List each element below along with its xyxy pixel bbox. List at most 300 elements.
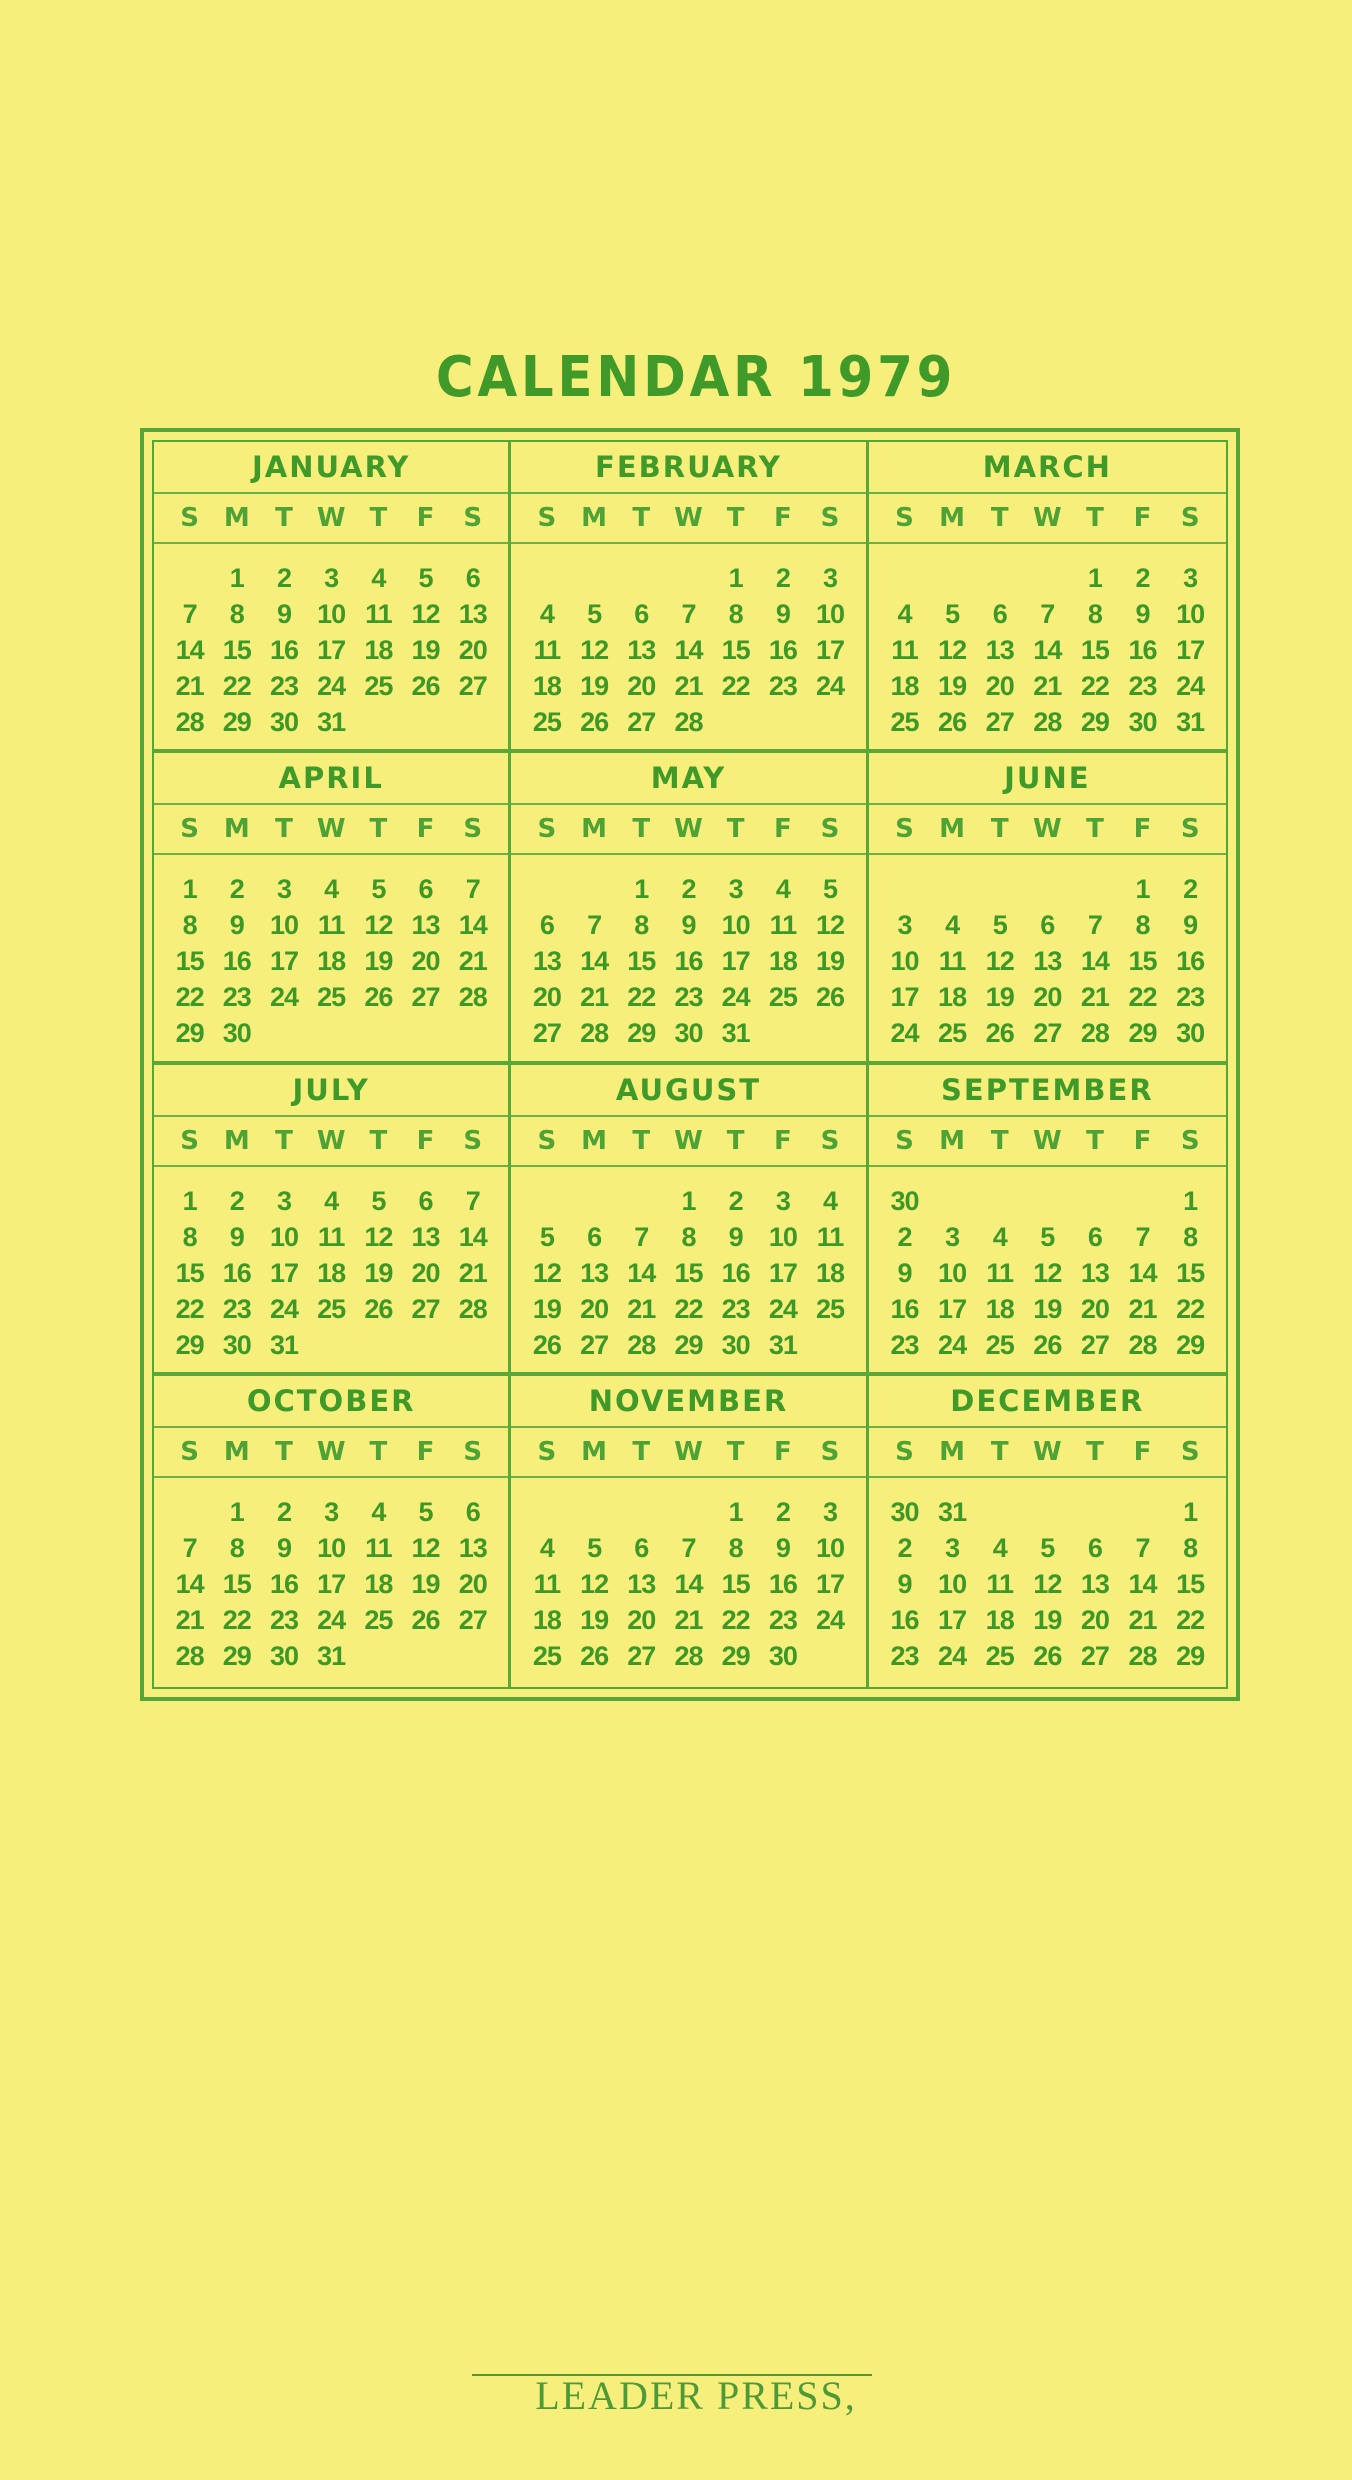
day-number: 23 [768, 671, 797, 701]
day-number: 10 [938, 1257, 967, 1288]
day-number: 5 [1040, 1532, 1055, 1563]
day-number: 12 [1033, 1568, 1062, 1599]
day-number: 17 [816, 635, 845, 665]
day-number: 31 [269, 1329, 298, 1360]
day-number: 8 [229, 599, 244, 629]
day-number: 6 [634, 599, 649, 629]
day-number: 20 [458, 635, 487, 665]
weekday-header: S [537, 503, 557, 533]
day-number: 8 [728, 1532, 743, 1563]
day-number: 30 [1128, 707, 1157, 737]
day-number: 13 [532, 946, 561, 977]
day-number: 14 [1033, 635, 1062, 665]
month-block-april [154, 753, 511, 1064]
day-number: 31 [768, 1329, 797, 1360]
month-block-may [511, 753, 868, 1064]
weekday-header: S [895, 503, 914, 533]
day-number: 2 [775, 1496, 790, 1527]
day-number: 3 [897, 910, 912, 941]
day-number: 29 [1176, 1640, 1205, 1671]
weekday-header: T [275, 1125, 293, 1156]
day-number: 21 [1080, 982, 1109, 1013]
weekday-header: W [674, 814, 703, 845]
weekday-header: W [674, 1436, 703, 1467]
weekday-header: T [990, 814, 1009, 845]
weekday-header: W [316, 503, 346, 533]
day-number: 11 [986, 1568, 1013, 1599]
day-grid [511, 1478, 865, 1687]
day-number: 14 [175, 635, 204, 665]
day-number: 22 [175, 1293, 204, 1324]
day-grid [154, 1167, 508, 1372]
empty-day-cell [1071, 871, 1119, 907]
day-number: 1 [1087, 563, 1102, 593]
day-number: 8 [1183, 1532, 1198, 1563]
day-number: 9 [897, 1257, 912, 1288]
day-number: 8 [1183, 1221, 1198, 1252]
day-number: 27 [1080, 1329, 1109, 1360]
day-number: 23 [222, 982, 251, 1013]
day-number: 25 [816, 1293, 845, 1324]
day-number: 1 [728, 563, 743, 593]
day-number: 17 [938, 1293, 967, 1324]
weekday-header: T [1086, 503, 1104, 533]
day-number: 3 [775, 1185, 790, 1216]
day-number: 7 [634, 1221, 649, 1252]
day-number: 21 [1128, 1604, 1157, 1635]
day-number: 27 [458, 671, 487, 701]
day-number: 23 [269, 1604, 298, 1635]
day-number: 9 [1183, 910, 1198, 941]
weekday-header: W [1032, 1436, 1062, 1467]
day-number: 28 [458, 982, 487, 1013]
day-number: 7 [681, 599, 696, 629]
day-number: 23 [222, 1293, 251, 1324]
day-number: 5 [371, 1185, 386, 1216]
calendar-frame [140, 428, 1240, 1701]
day-number: 20 [1080, 1293, 1109, 1324]
weekday-header: T [632, 1436, 651, 1467]
day-number: 3 [1183, 563, 1198, 593]
day-number: 15 [222, 635, 251, 665]
day-number: 12 [985, 946, 1014, 977]
day-number: 13 [411, 1221, 440, 1252]
day-number: 1 [229, 1496, 244, 1527]
day-number: 18 [364, 635, 393, 665]
day-number: 8 [182, 910, 197, 941]
day-number: 12 [580, 1568, 609, 1599]
day-number: 17 [721, 946, 750, 977]
empty-day-cell [571, 560, 618, 596]
day-number: 22 [1176, 1293, 1205, 1324]
day-number: 1 [1135, 874, 1150, 905]
day-number: 27 [411, 1293, 440, 1324]
day-number: 1 [728, 1496, 743, 1527]
day-number: 25 [985, 1640, 1014, 1671]
day-number: 3 [823, 1496, 838, 1527]
day-number: 28 [458, 1293, 487, 1324]
day-number: 12 [411, 1532, 440, 1563]
day-number: 11 [816, 1221, 844, 1252]
day-number: 22 [627, 982, 656, 1013]
day-number: 13 [1033, 946, 1062, 977]
day-number: 16 [768, 635, 797, 665]
day-number: 29 [175, 1329, 204, 1360]
day-number: 12 [938, 635, 967, 665]
day-number: 28 [674, 707, 703, 737]
weekday-header: S [820, 814, 840, 845]
day-number: 4 [897, 599, 912, 629]
day-number: 28 [175, 707, 204, 737]
day-number: 10 [816, 1532, 845, 1563]
day-number: 22 [721, 1604, 750, 1635]
day-number: 18 [768, 946, 797, 977]
day-number: 18 [890, 671, 919, 701]
weekday-header: S [537, 814, 557, 845]
day-number: 22 [1128, 982, 1157, 1013]
day-number: 14 [175, 1568, 204, 1599]
day-number: 31 [317, 1640, 346, 1671]
weekday-header: W [674, 503, 703, 533]
month-block-march [869, 442, 1226, 753]
weekday-header: T [990, 1125, 1009, 1156]
weekday-header: S [537, 1125, 557, 1156]
weekday-header-row [511, 494, 865, 544]
day-number: 6 [1040, 910, 1055, 941]
day-number: 3 [945, 1532, 960, 1563]
day-number: 12 [1033, 1257, 1062, 1288]
weekday-header: T [369, 1125, 388, 1156]
weekday-header: S [537, 1436, 557, 1467]
day-number: 20 [411, 1257, 440, 1288]
day-number: 29 [222, 707, 251, 737]
day-number: 22 [1176, 1604, 1205, 1635]
day-number: 5 [539, 1221, 554, 1252]
weekday-header: S [180, 1125, 199, 1156]
day-number: 23 [1128, 671, 1157, 701]
day-number: 22 [175, 982, 204, 1013]
day-number: 20 [532, 982, 561, 1013]
day-number: 15 [721, 1568, 750, 1599]
day-number: 16 [1176, 946, 1205, 977]
weekday-header: S [180, 814, 199, 845]
day-number: 29 [222, 1640, 251, 1671]
weekday-header: S [1180, 1125, 1200, 1156]
weekday-header: F [416, 503, 435, 533]
weekday-header: M [223, 1125, 250, 1156]
day-number: 26 [938, 707, 967, 737]
day-number: 23 [890, 1329, 919, 1360]
day-number: 26 [411, 1604, 440, 1635]
day-number: 30 [222, 1018, 251, 1049]
day-number: 4 [539, 1532, 554, 1563]
month-block-september [869, 1065, 1226, 1376]
weekday-header: T [726, 1125, 745, 1156]
month-name: MARCH [869, 442, 1226, 494]
day-number: 1 [182, 1185, 197, 1216]
weekday-header: S [180, 1436, 199, 1467]
day-number: 1 [229, 563, 244, 593]
day-number: 23 [890, 1640, 919, 1671]
weekday-header: T [1086, 814, 1104, 845]
day-number: 11 [317, 1221, 345, 1252]
empty-day-cell [976, 871, 1024, 907]
day-number: 4 [945, 910, 960, 941]
empty-day-cell [523, 1183, 570, 1219]
day-number: 29 [721, 1640, 750, 1671]
empty-day-cell [976, 1183, 1024, 1219]
day-number: 7 [1135, 1221, 1150, 1252]
weekday-header: S [820, 1125, 840, 1156]
day-number: 26 [580, 1640, 609, 1671]
day-number: 8 [229, 1532, 244, 1563]
day-number: 5 [418, 1496, 433, 1527]
day-grid [511, 855, 865, 1060]
day-number: 19 [580, 1604, 609, 1635]
day-number: 6 [992, 599, 1007, 629]
empty-day-cell [166, 560, 213, 596]
day-number: 27 [627, 707, 656, 737]
month-name: JULY [154, 1065, 508, 1117]
empty-day-cell [665, 560, 712, 596]
weekday-header: S [1180, 1436, 1200, 1467]
day-number: 20 [411, 946, 440, 977]
day-number: 22 [1080, 671, 1109, 701]
day-grid [154, 544, 508, 749]
day-number: 10 [269, 910, 298, 941]
day-number: 25 [532, 1640, 561, 1671]
empty-day-cell [618, 1494, 665, 1530]
day-number: 31 [1176, 707, 1205, 737]
day-grid [869, 855, 1226, 1060]
day-number: 6 [1087, 1532, 1102, 1563]
day-number: 1 [182, 874, 197, 905]
day-number: 2 [728, 1185, 743, 1216]
day-number: 2 [229, 1185, 244, 1216]
month-name: AUGUST [511, 1065, 865, 1117]
day-number: 6 [465, 1496, 480, 1527]
day-number: 10 [768, 1221, 797, 1252]
weekday-header: T [726, 814, 745, 845]
day-number: 26 [364, 1293, 393, 1324]
day-number: 26 [580, 707, 609, 737]
day-number: 9 [897, 1568, 912, 1599]
day-number: 29 [1176, 1329, 1205, 1360]
day-number: 8 [728, 599, 743, 629]
day-number: 10 [816, 599, 845, 629]
day-number: 13 [458, 1532, 487, 1563]
day-number: 10 [938, 1568, 967, 1599]
day-number: 13 [627, 635, 656, 665]
weekday-header: M [223, 503, 250, 533]
day-number: 1 [634, 874, 649, 905]
day-number: 13 [1080, 1568, 1109, 1599]
weekday-header: S [463, 814, 483, 845]
empty-day-cell [928, 560, 976, 596]
month-block-november [511, 1376, 868, 1687]
day-number: 19 [816, 946, 845, 977]
day-number: 20 [985, 671, 1014, 701]
day-number: 15 [175, 1257, 204, 1288]
month-name: JANUARY [154, 442, 508, 494]
day-number: 13 [627, 1568, 656, 1599]
day-number: 8 [1087, 599, 1102, 629]
day-number: 9 [681, 910, 696, 941]
day-number: 24 [269, 982, 298, 1013]
day-number: 24 [816, 671, 845, 701]
day-number: 4 [324, 874, 339, 905]
day-number: 11 [891, 635, 918, 665]
day-number: 28 [1128, 1329, 1157, 1360]
empty-day-cell [1071, 1183, 1119, 1219]
weekday-header: F [773, 1436, 792, 1467]
day-number: 29 [674, 1329, 703, 1360]
day-number: 18 [532, 671, 561, 701]
day-grid [869, 544, 1226, 749]
day-number: 7 [587, 910, 602, 941]
day-number: 25 [985, 1329, 1014, 1360]
day-number: 7 [465, 1185, 480, 1216]
day-number: 2 [276, 563, 291, 593]
day-number: 17 [1176, 635, 1205, 665]
day-number: 9 [276, 599, 291, 629]
day-number: 12 [532, 1257, 561, 1288]
weekday-header: M [581, 503, 608, 533]
day-number: 25 [768, 982, 797, 1013]
weekday-header: F [773, 1125, 792, 1156]
day-number: 30 [269, 707, 298, 737]
publisher-imprint: LEADER PRESS, [535, 2373, 857, 2418]
weekday-header: T [990, 1436, 1009, 1467]
day-number: 29 [175, 1018, 204, 1049]
day-number: 15 [175, 946, 204, 977]
day-number: 15 [222, 1568, 251, 1599]
day-number: 26 [532, 1329, 561, 1360]
month-block-october [154, 1376, 511, 1687]
day-number: 16 [222, 1257, 251, 1288]
empty-day-cell [1024, 1494, 1072, 1530]
day-number: 27 [1033, 1018, 1062, 1049]
day-number: 17 [269, 946, 298, 977]
weekday-header-row [511, 805, 865, 855]
weekday-header: W [1032, 503, 1062, 533]
day-number: 12 [364, 910, 393, 941]
day-number: 6 [539, 910, 554, 941]
day-number: 24 [721, 982, 750, 1013]
day-number: 21 [175, 671, 204, 701]
weekday-header-row [511, 1117, 865, 1167]
day-number: 16 [674, 946, 703, 977]
day-number: 4 [992, 1221, 1007, 1252]
weekday-header: S [895, 1436, 914, 1467]
weekday-header: S [463, 503, 483, 533]
day-number: 15 [1080, 635, 1109, 665]
day-number: 27 [532, 1018, 561, 1049]
day-number: 3 [276, 874, 291, 905]
weekday-header: W [316, 1436, 346, 1467]
day-number: 16 [1128, 635, 1157, 665]
day-number: 6 [634, 1532, 649, 1563]
day-grid [154, 1478, 508, 1687]
day-number: 20 [580, 1293, 609, 1324]
day-number: 18 [532, 1604, 561, 1635]
weekday-header: T [1086, 1436, 1104, 1467]
day-number: 1 [681, 1185, 696, 1216]
day-number: 5 [587, 1532, 602, 1563]
day-number: 1 [1183, 1185, 1198, 1216]
weekday-header: T [275, 814, 293, 845]
day-number: 7 [465, 874, 480, 905]
day-number: 22 [222, 1604, 251, 1635]
day-number: 10 [317, 1532, 346, 1563]
weekday-header: M [939, 814, 966, 845]
empty-day-cell [571, 1494, 618, 1530]
day-number: 17 [317, 1568, 346, 1599]
weekday-header: T [632, 814, 651, 845]
weekday-header: F [773, 503, 792, 533]
day-number: 21 [1033, 671, 1062, 701]
day-number: 12 [580, 635, 609, 665]
day-number: 21 [674, 1604, 703, 1635]
day-number: 27 [1080, 1640, 1109, 1671]
day-number: 14 [674, 635, 703, 665]
day-number: 27 [627, 1640, 656, 1671]
day-number: 7 [1135, 1532, 1150, 1563]
day-number: 28 [1080, 1018, 1109, 1049]
day-number: 11 [769, 910, 797, 941]
weekday-header: S [463, 1125, 483, 1156]
day-number: 18 [938, 982, 967, 1013]
day-number: 3 [728, 874, 743, 905]
month-block-june [869, 753, 1226, 1064]
weekday-header: F [1133, 503, 1152, 533]
day-number: 21 [627, 1293, 656, 1324]
day-number: 10 [317, 599, 346, 629]
day-number: 26 [985, 1018, 1014, 1049]
day-number: 3 [324, 563, 339, 593]
weekday-header: F [416, 1125, 435, 1156]
day-number: 11 [533, 1568, 561, 1599]
weekday-header: W [316, 814, 346, 845]
weekday-header: T [275, 1436, 293, 1467]
weekday-header: T [369, 503, 388, 533]
day-number: 10 [721, 910, 750, 941]
day-number: 16 [768, 1568, 797, 1599]
day-number: 24 [1176, 671, 1205, 701]
weekday-header: S [1180, 814, 1200, 845]
day-number: 15 [721, 635, 750, 665]
weekday-header: M [581, 814, 608, 845]
day-number: 25 [938, 1018, 967, 1049]
day-number: 25 [890, 707, 919, 737]
day-number: 30 [890, 1496, 919, 1527]
day-number: 16 [890, 1604, 919, 1635]
day-number: 2 [276, 1496, 291, 1527]
day-number: 20 [627, 671, 656, 701]
day-number: 14 [627, 1257, 656, 1288]
weekday-header-row [154, 494, 508, 544]
weekday-header: S [895, 1125, 914, 1156]
weekday-header: T [632, 1125, 651, 1156]
day-number: 31 [938, 1496, 967, 1527]
weekday-header-row [869, 805, 1226, 855]
day-number: 31 [317, 707, 346, 737]
day-number: 2 [897, 1532, 912, 1563]
day-number: 16 [721, 1257, 750, 1288]
day-number: 18 [317, 1257, 346, 1288]
empty-day-cell [976, 1494, 1024, 1530]
day-number: 24 [768, 1293, 797, 1324]
